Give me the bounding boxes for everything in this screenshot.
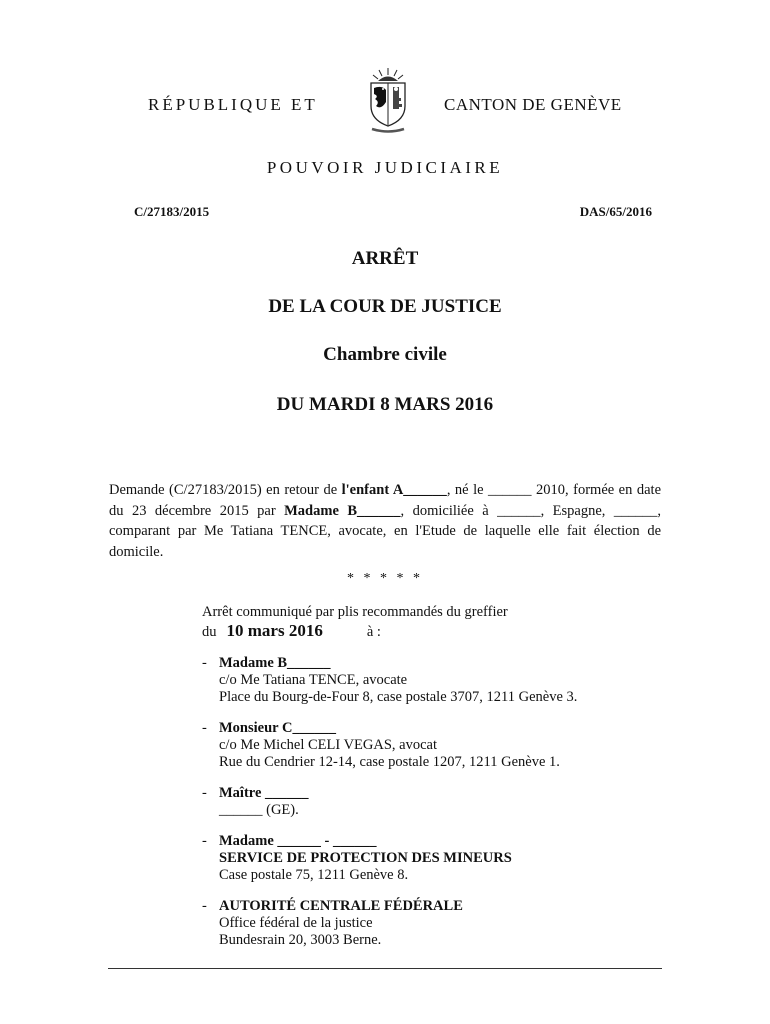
recipient-name: Monsieur C______	[219, 720, 336, 736]
recipient-name: Madame B______	[219, 655, 331, 671]
communication-du: du	[202, 624, 217, 640]
pouvoir-judiciaire-heading: POUVOIR JUDICIAIRE	[266, 158, 504, 177]
recipient-entry	[202, 898, 463, 949]
communication-date: 10 mars 2016	[226, 621, 323, 640]
paragraph-text-3: , domiciliée à ______, Espagne, ______, comparant par Me Tatiana TENCE, avocate, en l'Etude de laquelle elle fait élection de domicile.	[109, 502, 661, 560]
child-name: l'enfant A______	[341, 482, 447, 498]
recipient-line: Rue du Cendrier 12-14, case postale 1207, 1211 Genève 1.	[219, 754, 560, 770]
case-reference: C/27183/2015	[134, 204, 210, 219]
recipient-line: c/o Me Tatiana TENCE, avocate	[219, 672, 408, 688]
document-title: ARRÊT	[351, 248, 419, 269]
list-dash: -	[202, 720, 207, 736]
recipient-line: Case postale 75, 1211 Genève 8.	[219, 867, 409, 883]
recipient-name: AUTORITÉ CENTRALE FÉDÉRALE	[219, 898, 463, 914]
list-dash: -	[202, 833, 207, 849]
section-separator: * * * * *	[347, 571, 423, 586]
geneva-coat-of-arms-icon	[364, 66, 412, 138]
recipient-line: Place du Bourg-de-Four 8, case postale 3707, 1211 Genève 3.	[219, 689, 578, 705]
recipient-line: c/o Me Michel CELI VEGAS, avocat	[219, 737, 437, 753]
applicant-name: Madame B______	[284, 502, 401, 519]
communication-a: à :	[366, 624, 381, 640]
recipient-entry	[202, 833, 512, 884]
communication-line: Arrêt communiqué par plis recommandés du greffier	[202, 604, 508, 620]
recipient-line: Office fédéral de la justice	[219, 915, 373, 931]
recipient-entry	[202, 655, 577, 706]
recipient-organization: SERVICE DE PROTECTION DES MINEURS	[219, 850, 512, 866]
header-canton: CANTON DE GENÈVE	[444, 95, 622, 114]
paragraph-text-1: Demande (C/27183/2015) en retour de	[109, 482, 342, 498]
decision-date: DU MARDI 8 MARS 2016	[276, 394, 494, 415]
request-paragraph	[109, 480, 661, 562]
footer-rule	[108, 968, 662, 969]
recipient-entry	[202, 785, 309, 819]
recipient-name: Maître ______	[219, 785, 309, 801]
paragraph-text-2: , né le ______ 2010, formée en date du 23 décembre 2015 par	[109, 482, 662, 519]
recipient-name: Madame ______ - ______	[219, 833, 377, 849]
chamber-name: Chambre civile	[323, 344, 447, 365]
header-republique: RÉPUBLIQUE ET	[148, 95, 318, 114]
communication-date-line	[202, 621, 381, 641]
recipient-entry	[202, 720, 560, 771]
decision-reference: DAS/65/2016	[579, 204, 652, 219]
recipient-line: Bundesrain 20, 3003 Berne.	[219, 932, 382, 948]
recipient-line: ______ (GE).	[219, 802, 299, 818]
court-name: DE LA COUR DE JUSTICE	[268, 296, 502, 317]
list-dash: -	[202, 655, 207, 671]
list-dash: -	[202, 785, 207, 801]
list-dash: -	[202, 898, 207, 914]
